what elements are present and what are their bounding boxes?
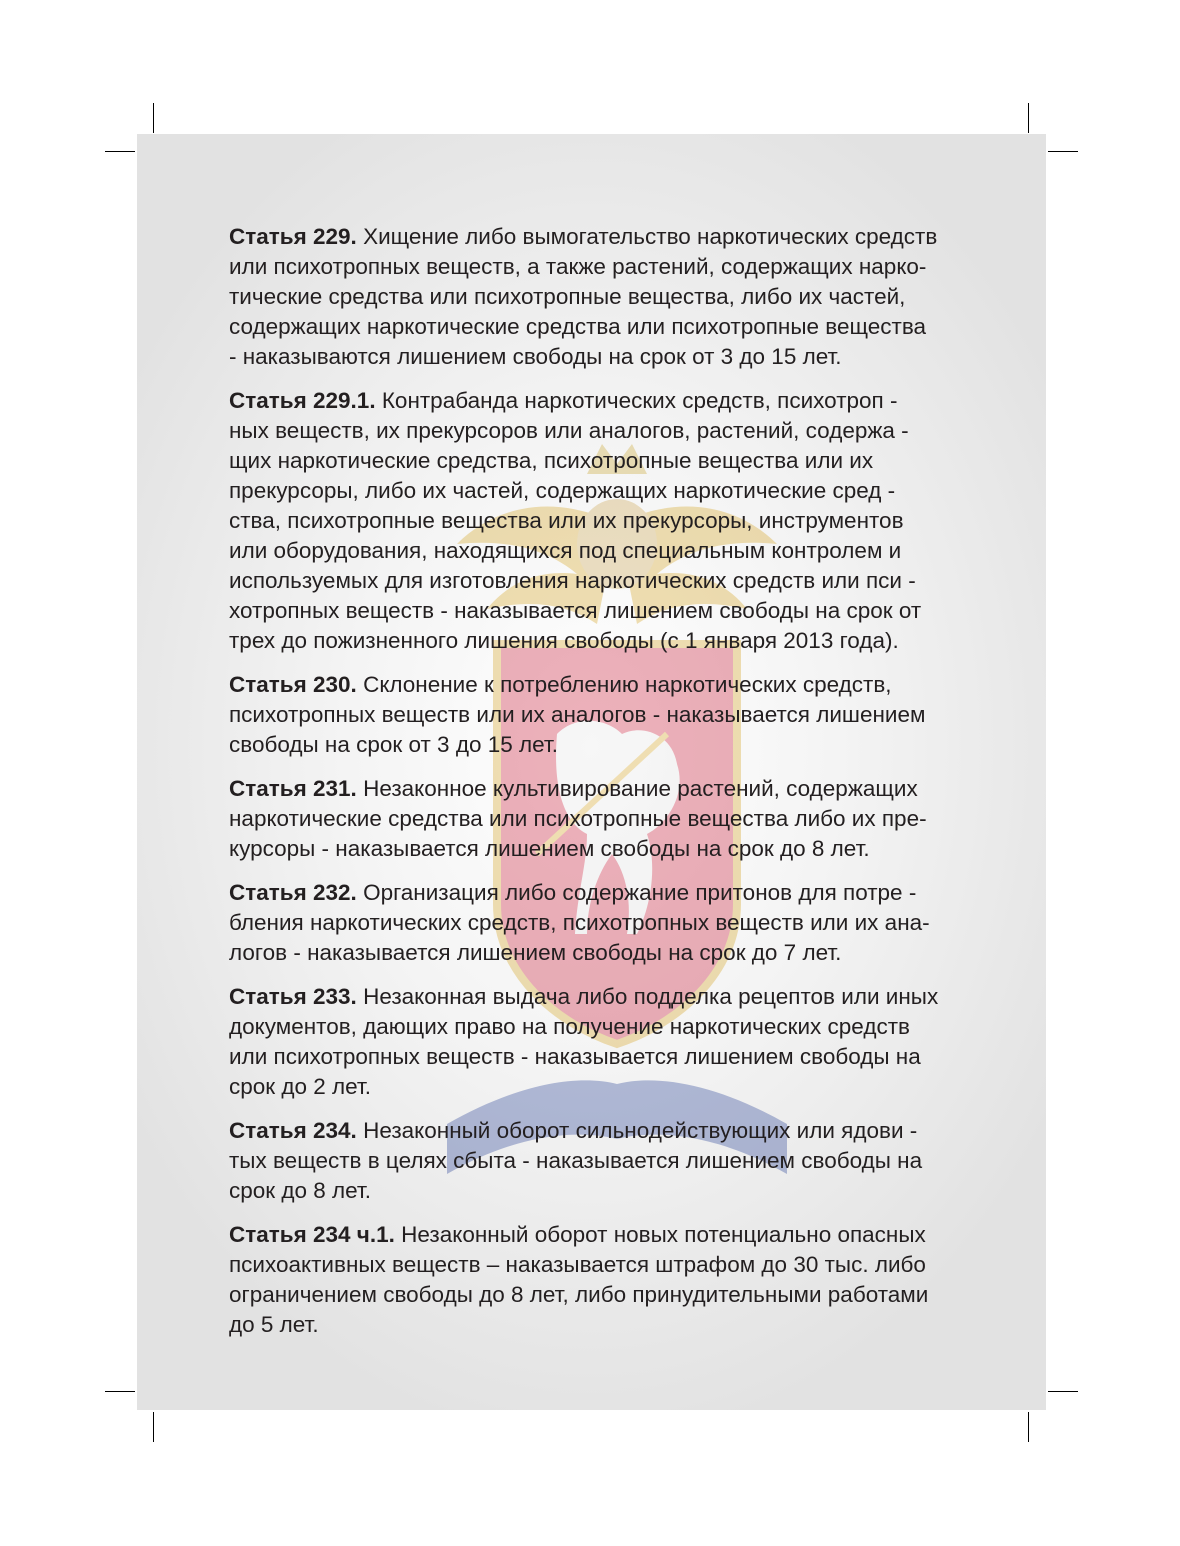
articles-list bbox=[229, 222, 969, 1354]
article-229-1 bbox=[229, 386, 969, 656]
crop-mark bbox=[105, 151, 135, 152]
article-234 bbox=[229, 1116, 969, 1206]
crop-mark bbox=[153, 1412, 154, 1442]
article-heading: Статья 234 ч.1. bbox=[229, 1222, 395, 1247]
article-text: Незаконный оборот сильнодействующих или ядови - тых веществ в целях сбыта - наказывается лишением свободы на срок до 8 лет. bbox=[229, 1118, 923, 1203]
article-heading: Статья 234. bbox=[229, 1118, 357, 1143]
article-233 bbox=[229, 982, 969, 1102]
article-230 bbox=[229, 670, 969, 760]
article-text: Хищение либо вымогательство наркотических средств или психотропных веществ, а также растений, содержащих нарко- тические средства или психотропные вещества, либо их частей, содержащих наркотические средства или психотропные вещества - наказываются лишением свободы на срок от 3 до 15 лет. bbox=[229, 224, 938, 369]
article-text: Незаконная выдача либо подделка рецептов или иных документов, дающих право на получение наркотических средств или психотропных веществ - наказывается лишением свободы на срок до 2 лет. bbox=[229, 984, 939, 1099]
article-text: Организация либо содержание притонов для потре - бления наркотических средств, психотропных веществ или их ана- логов - наказывается лишением свободы на срок до 7 лет. bbox=[229, 880, 930, 965]
crop-mark bbox=[105, 1391, 135, 1392]
article-heading: Статья 230. bbox=[229, 672, 357, 697]
crop-mark bbox=[1048, 1391, 1078, 1392]
article-234-part-1 bbox=[229, 1220, 969, 1340]
crop-mark bbox=[1028, 1412, 1029, 1442]
document-page bbox=[137, 134, 1046, 1410]
crop-mark bbox=[1028, 103, 1029, 133]
article-text: Контрабанда наркотических средств, психотроп - ных веществ, их прекурсоров или аналогов, растений, содержа - щих наркотические средства, психотропные вещества или их прекурсоры, либо их частей, содержащих наркотические сред - ства, психотропные вещества или их прекурсоры, инструментов или оборудования, находящихся под специальным контролем и используемых для изготовления наркотических средств или пси - хотропных веществ - наказывается лишением свободы на срок от трех до пожизненного лишения свободы (с 1 января 2013 года). bbox=[229, 388, 922, 653]
article-229 bbox=[229, 222, 969, 372]
crop-mark bbox=[1048, 151, 1078, 152]
article-text: Склонение к потреблению наркотических средств, психотропных веществ или их аналогов - наказывается лишением свободы на срок от 3 до 15 лет. bbox=[229, 672, 926, 757]
article-heading: Статья 233. bbox=[229, 984, 357, 1009]
article-heading: Статья 231. bbox=[229, 776, 357, 801]
article-text: Незаконное культивирование растений, содержащих наркотические средства или психотропные вещества либо их пре- курсоры - наказывается лишением свободы на срок до 8 лет. bbox=[229, 776, 927, 861]
article-heading: Статья 229. bbox=[229, 224, 357, 249]
article-232 bbox=[229, 878, 969, 968]
article-text: Незаконный оборот новых потенциально опасных психоактивных веществ – наказывается штрафом до 30 тыс. либо ограничением свободы до 8 лет, либо принудительными работами до 5 лет. bbox=[229, 1222, 929, 1337]
article-heading: Статья 232. bbox=[229, 880, 357, 905]
article-231 bbox=[229, 774, 969, 864]
article-heading: Статья 229.1. bbox=[229, 388, 376, 413]
crop-mark bbox=[153, 103, 154, 133]
